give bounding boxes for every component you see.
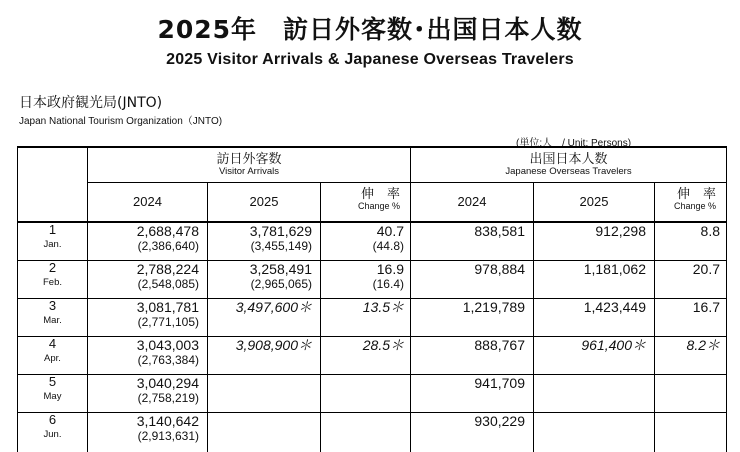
va-change-cell — [321, 260, 411, 298]
va-change-value: 16.9 — [376, 260, 404, 277]
month-name: Jun. — [43, 428, 62, 440]
ot-2025-cell — [534, 298, 655, 336]
month-number: 4 — [48, 336, 57, 351]
va-2024-cell — [88, 222, 208, 260]
ot-change-label-en: Change % — [673, 200, 716, 211]
va-2025-value: 3,781,629 — [249, 223, 312, 239]
month-number: 5 — [48, 374, 57, 389]
source-label-en: Japan National Tourism Organization（JNTO) — [19, 116, 223, 127]
ot-2024-cell — [411, 222, 534, 260]
va-2024-value: 3,040,294 — [136, 374, 199, 391]
table-row — [18, 374, 727, 412]
ot-2025-estimate-value: 961,400＊ — [581, 336, 646, 353]
ot-change-header — [655, 182, 727, 222]
overseas-travelers-header-jp: 出国日本人数 — [529, 151, 608, 166]
month-cell — [18, 336, 88, 374]
month-name: Apr. — [44, 352, 61, 364]
visitor-arrivals-header-jp: 訪日外客数 — [216, 151, 282, 166]
ot-change-value: 16.7 — [692, 298, 720, 315]
va-2025-cell — [208, 412, 321, 452]
month-name: Jan. — [43, 239, 62, 250]
va-2024-value: 3,043,003 — [136, 336, 199, 353]
ot-2025-cell — [534, 336, 655, 374]
va-2025-prev-value: (3,455,149) — [250, 239, 312, 253]
ot-2024-value: 1,219,789 — [462, 298, 525, 315]
va-2024-cell — [88, 336, 208, 374]
ot-change-value: 8.8 — [700, 223, 720, 239]
ot-change-label: 伸 率 — [676, 185, 716, 201]
ot-2024-value: 941,709 — [474, 374, 525, 391]
ot-2025-cell — [534, 260, 655, 298]
visitor-arrivals-header — [88, 147, 411, 182]
va-2024-cell — [88, 374, 208, 412]
ot-change-cell — [655, 412, 727, 452]
month-number: 6 — [48, 412, 57, 427]
ot-2024-value: 978,884 — [474, 260, 525, 277]
ot-2024-cell — [411, 412, 534, 452]
va-change-prev-value: (16.4) — [372, 276, 404, 291]
va-2025-estimate-value: 3,908,900＊ — [235, 336, 312, 353]
month-number: 2 — [48, 260, 57, 275]
ot-2024-value: 930,229 — [474, 412, 525, 429]
ot-2025-cell — [534, 374, 655, 412]
ot-2025-value: 1,423,449 — [583, 298, 646, 315]
ot-year-2025-header: 2025 — [534, 182, 655, 222]
va-2024-cell — [88, 412, 208, 452]
visitor-arrivals-header-en: Visitor Arrivals — [218, 166, 279, 177]
va-2025-value: 3,258,491 — [249, 260, 312, 277]
va-year-2024-header: 2024 — [88, 182, 208, 222]
va-change-prev-value: (44.8) — [372, 239, 404, 253]
ot-2025-cell — [534, 222, 655, 260]
table-row — [18, 336, 727, 374]
va-2025-estimate-value: 3,497,600＊ — [235, 298, 312, 315]
ot-2024-value: 838,581 — [474, 223, 525, 239]
ot-2025-value: 912,298 — [595, 223, 646, 239]
ot-2024-cell — [411, 298, 534, 336]
ot-change-cell — [655, 336, 727, 374]
source-label: 日本政府観光局(JNTO) — [19, 95, 163, 111]
ot-change-cell — [655, 374, 727, 412]
va-2024-value: 2,688,478 — [136, 223, 199, 239]
corner-cell — [18, 147, 88, 222]
va-2024-prev-value: (2,763,384) — [137, 352, 199, 367]
va-change-cell — [321, 412, 411, 452]
va-2025-cell — [208, 260, 321, 298]
ot-change-cell — [655, 298, 727, 336]
month-name: May — [43, 390, 62, 402]
ot-2024-cell — [411, 374, 534, 412]
month-cell — [18, 260, 88, 298]
va-change-cell — [321, 222, 411, 260]
ot-change-estimate-value: 8.2＊ — [686, 336, 720, 353]
month-name: Mar. — [43, 314, 62, 326]
va-2024-prev-value: (2,913,631) — [137, 428, 199, 443]
va-change-header — [321, 182, 411, 222]
overseas-travelers-header-en: Japanese Overseas Travelers — [505, 166, 632, 177]
ot-change-cell — [655, 260, 727, 298]
va-change-estimate-value: 28.5＊ — [362, 336, 404, 353]
month-name: Feb. — [42, 276, 62, 288]
ot-2024-cell — [411, 260, 534, 298]
va-2024-prev-value: (2,771,105) — [137, 314, 199, 329]
va-2025-cell — [208, 336, 321, 374]
overseas-travelers-header — [411, 147, 727, 182]
va-change-cell — [321, 298, 411, 336]
ot-year-2024-header: 2024 — [411, 182, 534, 222]
unit-note: (単位:人 / Unit: Persons) — [516, 138, 632, 149]
ot-2024-value: 888,767 — [474, 336, 525, 353]
va-year-2025-header: 2025 — [208, 182, 321, 222]
va-2024-prev-value: (2,758,219) — [137, 390, 199, 405]
va-change-cell — [321, 374, 411, 412]
va-2025-cell — [208, 374, 321, 412]
va-2025-cell — [208, 222, 321, 260]
ot-2024-cell — [411, 336, 534, 374]
va-change-label: 伸 率 — [360, 185, 400, 201]
ot-2025-cell — [534, 412, 655, 452]
page-title: 2025年 訪日外客数･出国日本人数 — [157, 15, 583, 44]
ot-2025-value: 1,181,062 — [583, 260, 646, 277]
table-row — [18, 222, 727, 260]
va-2024-cell — [88, 260, 208, 298]
table-row — [18, 298, 727, 336]
va-change-cell — [321, 336, 411, 374]
month-number: 3 — [48, 298, 57, 313]
va-2024-value: 3,140,642 — [136, 412, 199, 429]
table-row — [18, 260, 727, 298]
va-2025-prev-value: (2,965,065) — [250, 276, 312, 291]
va-change-label-en: Change % — [357, 200, 400, 211]
ot-change-cell — [655, 222, 727, 260]
page-subtitle: 2025 Visitor Arrivals & Japanese Overseas Travelers — [166, 51, 574, 68]
month-number: 1 — [48, 222, 57, 237]
va-2024-prev-value: (2,386,640) — [137, 239, 199, 253]
month-cell — [18, 298, 88, 336]
table-row — [18, 412, 727, 452]
month-cell — [18, 412, 88, 452]
statistics-table — [17, 146, 727, 452]
va-2024-cell — [88, 298, 208, 336]
va-change-value: 40.7 — [376, 223, 404, 239]
va-2024-value: 2,788,224 — [136, 260, 199, 277]
month-cell — [18, 222, 88, 260]
ot-change-value: 20.7 — [692, 260, 720, 277]
va-2024-value: 3,081,781 — [136, 298, 199, 315]
va-2025-cell — [208, 298, 321, 336]
month-cell — [18, 374, 88, 412]
va-change-estimate-value: 13.5＊ — [362, 298, 404, 315]
va-2024-prev-value: (2,548,085) — [137, 276, 199, 291]
